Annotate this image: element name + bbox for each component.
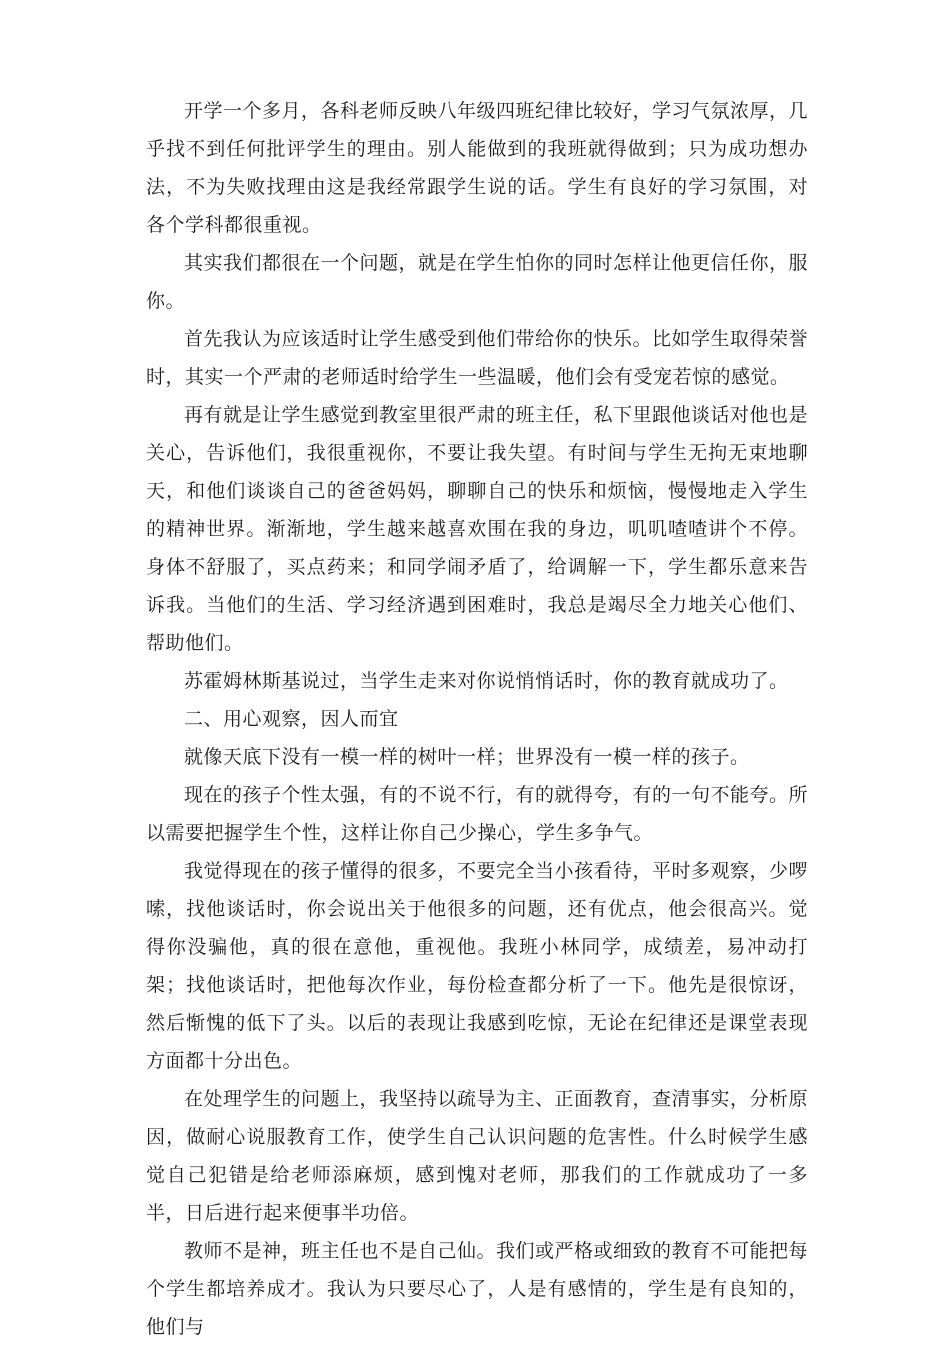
section-heading-observe: 二、用心观察，因人而宜	[184, 708, 399, 730]
paragraph-guidance: 在处理学生的问题上，我坚持以疏导为主、正面教育，查清事实，分析原因，做耐心说服教育工作，使学生自己认识问题的危害性。什么时候学生感觉自己犯错是给老师添麻烦，感到愧对老师，那我们的工作就成功了一多半，日后进行起来便事半功倍。	[146, 1088, 809, 1224]
paragraph-unique-children: 就像天底下没有一模一样的树叶一样；世界没有一模一样的孩子。	[184, 746, 750, 768]
paragraph-share-joy: 首先我认为应该适时让学生感受到他们带给你的快乐。比如学生取得荣誉时，其实一个严肃的老师适时给学生一些温暖，他们会有受宠若惊的感觉。	[146, 328, 809, 388]
paragraph-caring-teacher: 再有就是让学生感觉到教室里很严肃的班主任，私下里跟他谈话对他也是关心，告诉他们，我很重视你，不要让我失望。有时间与学生无拘无束地聊天，和他们谈谈自己的爸爸妈妈，聊聊自己的快乐和烦恼，慢慢地走入学生的精神世界。渐渐地，学生越来越喜欢围在我的身边，叽叽喳喳讲个不停。身体不舒服了，买点药来；和同学闹矛盾了，给调解一下，学生都乐意来告诉我。当他们的生活、学习经济遇到困难时，我总是竭尽全力地关心他们、帮助他们。	[146, 404, 809, 654]
paragraph-trust-question: 其实我们都很在一个问题，就是在学生怕你的同时怎样让他更信任你，服你。	[146, 252, 809, 312]
paragraph-personality: 现在的孩子个性太强，有的不说不行，有的就得夸，有的一句不能夸。所以需要把握学生个性，这样让你自己少操心，学生多争气。	[146, 784, 809, 844]
document-page	[146, 92, 808, 1346]
paragraph-teacher-not-god: 教师不是神，班主任也不是自己仙。我们或严格或细致的教育不可能把每个学生都培养成才。我认为只要尽心了，人是有感情的，学生是有良知的，他们与	[146, 1240, 809, 1338]
paragraph-xiaolin-case: 我觉得现在的孩子懂得的很多，不要完全当小孩看待，平时多观察，少啰嗦，找他谈话时，你会说出关于他很多的问题，还有优点，他会很高兴。觉得你没骗他，真的很在意他，重视他。我班小林同学，成绩差，易冲动打架；找他谈话时，把他每次作业，每份检查都分析了一下。他先是很惊讶，然后惭愧的低下了头。以后的表现让我感到吃惊，无论在纪律还是课堂表现方面都十分出色。	[146, 860, 809, 1072]
paragraph-sukhomlinsky-quote: 苏霍姆林斯基说过，当学生走来对你说悄悄话时，你的教育就成功了。	[184, 670, 789, 692]
paragraph-discipline: 开学一个多月，各科老师反映八年级四班纪律比较好，学习气氛浓厚，几乎找不到任何批评学生的理由。别人能做到的我班就得做到；只为成功想办法，不为失败找理由这是我经常跟学生说的话。学生有良好的学习氛围，对各个学科都很重视。	[146, 100, 809, 236]
